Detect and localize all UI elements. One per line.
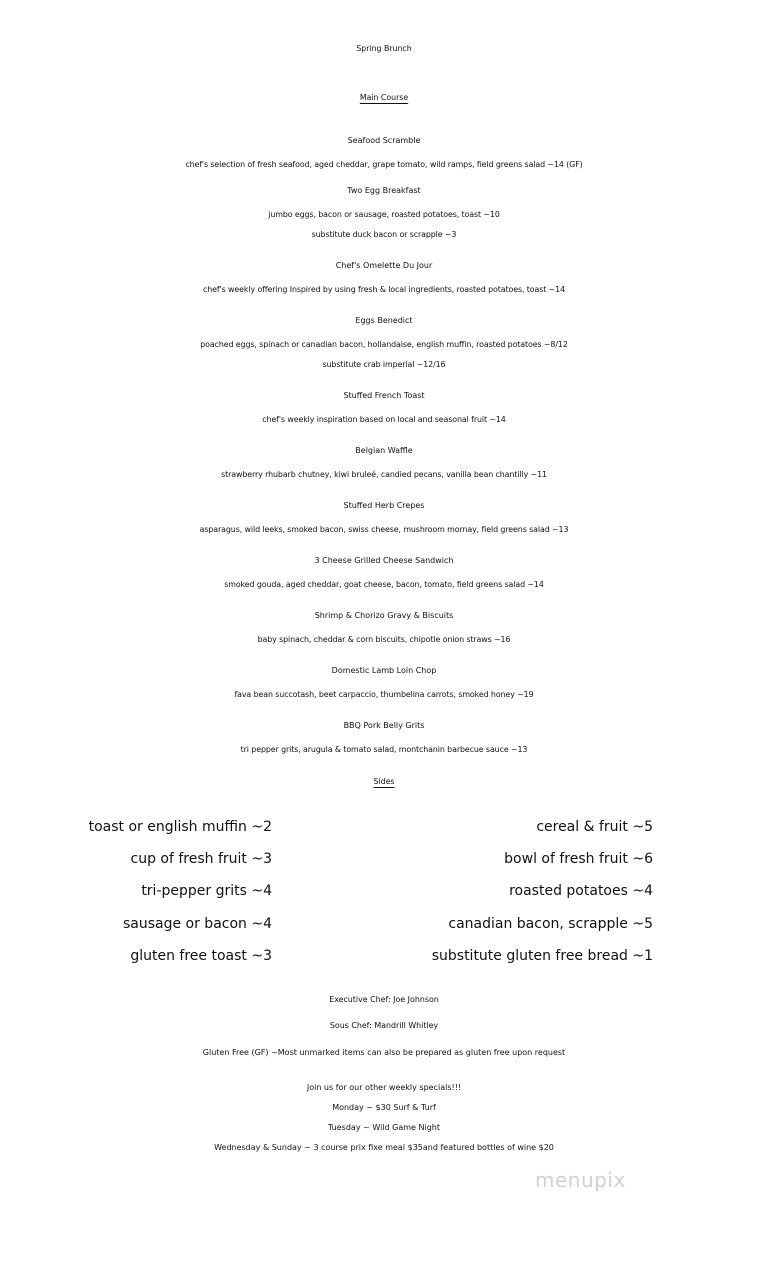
special-monday: Monday ~ $30 Surf & Turf [332,1103,436,1112]
menu-item-name: Domestic Lamb Loin Chop [331,666,437,675]
side-item: toast or english muffin ~2 [88,819,272,835]
menu-item-description: asparagus, wild leeks, smoked bacon, swiss cheese, mushroom mornay, field greens salad ~13 [199,525,569,534]
side-item: canadian bacon, scrapple ~5 [448,916,653,932]
menu-item-name: Chef's Omelette Du Jour [335,261,433,270]
menu-item-description: chef's weekly inspiration based on local and seasonal fruit ~14 [262,415,506,424]
menu-item-name: Belgian Waffle [355,446,413,455]
menu-item-name: Two Egg Breakfast [347,186,421,195]
menu-item-description: smoked gouda, aged cheddar, goat cheese, bacon, tomato, field greens salad ~14 [224,580,544,589]
menu-item-description: fava bean succotash, beet carpaccio, thumbelina carrots, smoked honey ~19 [234,690,534,699]
side-item: bowl of fresh fruit ~6 [504,851,653,867]
menu-item-description: chef's weekly offering Inspired by using fresh & local ingredients, roasted potatoes, toast ~14 [202,285,566,294]
menu-item-description: substitute duck bacon or scrapple ~3 [311,230,457,239]
menu-item-description: chef's selection of fresh seafood, aged cheddar, grape tomato, wild ramps, field greens salad ~14 (GF) [185,160,583,169]
menu-item-description: substitute crab imperial ~12/16 [322,360,446,369]
gluten-free-note: Gluten Free (GF) ~Most unmarked items can also be prepared as gluten free upon request [202,1048,566,1057]
menu-item-description: baby spinach, cheddar & corn biscuits, chipotle onion straws ~16 [257,635,511,644]
menu-item-description: poached eggs, spinach or canadian bacon, hollandaise, english muffin, roasted potatoes ~8/12 [200,340,568,349]
side-item: gluten free toast ~3 [130,948,272,964]
side-item: sausage or bacon ~4 [122,916,272,932]
main-course-heading: Main Course [359,93,409,102]
sous-chef: Sous Chef: Mandrill Whitley [329,1021,439,1030]
side-item: tri-pepper grits ~4 [141,883,272,899]
special-tuesday: Tuesday ~ Wild Game Night [328,1123,440,1132]
side-item: substitute gluten free bread ~1 [431,948,653,964]
side-item: cereal & fruit ~5 [536,819,653,835]
executive-chef: Executive Chef: Joe Johnson [329,995,439,1004]
side-item: roasted potatoes ~4 [509,883,653,899]
side-item: cup of fresh fruit ~3 [130,851,272,867]
menu-item-name: Stuffed French Toast [343,391,425,400]
sides-heading: Sides [373,777,395,786]
menu-item-name: Stuffed Herb Crepes [343,501,425,510]
menu-item-description: jumbo eggs, bacon or sausage, roasted potatoes, toast ~10 [268,210,500,219]
menu-item-name: Shrimp & Chorizo Gravy & Biscuits [314,611,454,620]
menu-item-name: Eggs Benedict [355,316,413,325]
menu-title: Spring Brunch [356,44,412,53]
menu-item-description: strawberry rhubarb chutney, kiwi bruleé, candied pecans, vanilla bean chantilly ~11 [221,470,547,479]
menu-item-description: tri pepper grits, arugula & tomato salad, montchanin barbecue sauce ~13 [240,745,528,754]
special-wednesday-sunday: Wednesday & Sunday ~ 3 course prix fixe meal $35and featured bottles of wine $20 [214,1143,554,1152]
specials-intro: Join us for our other weekly specials!!! [306,1083,462,1092]
menu-item-name: BBQ Pork Belly Grits [343,721,425,730]
menu-item-name: Seafood Scramble [347,136,421,145]
watermark: menupix [535,1168,626,1192]
menu-item-name: 3 Cheese Grilled Cheese Sandwich [314,556,454,565]
